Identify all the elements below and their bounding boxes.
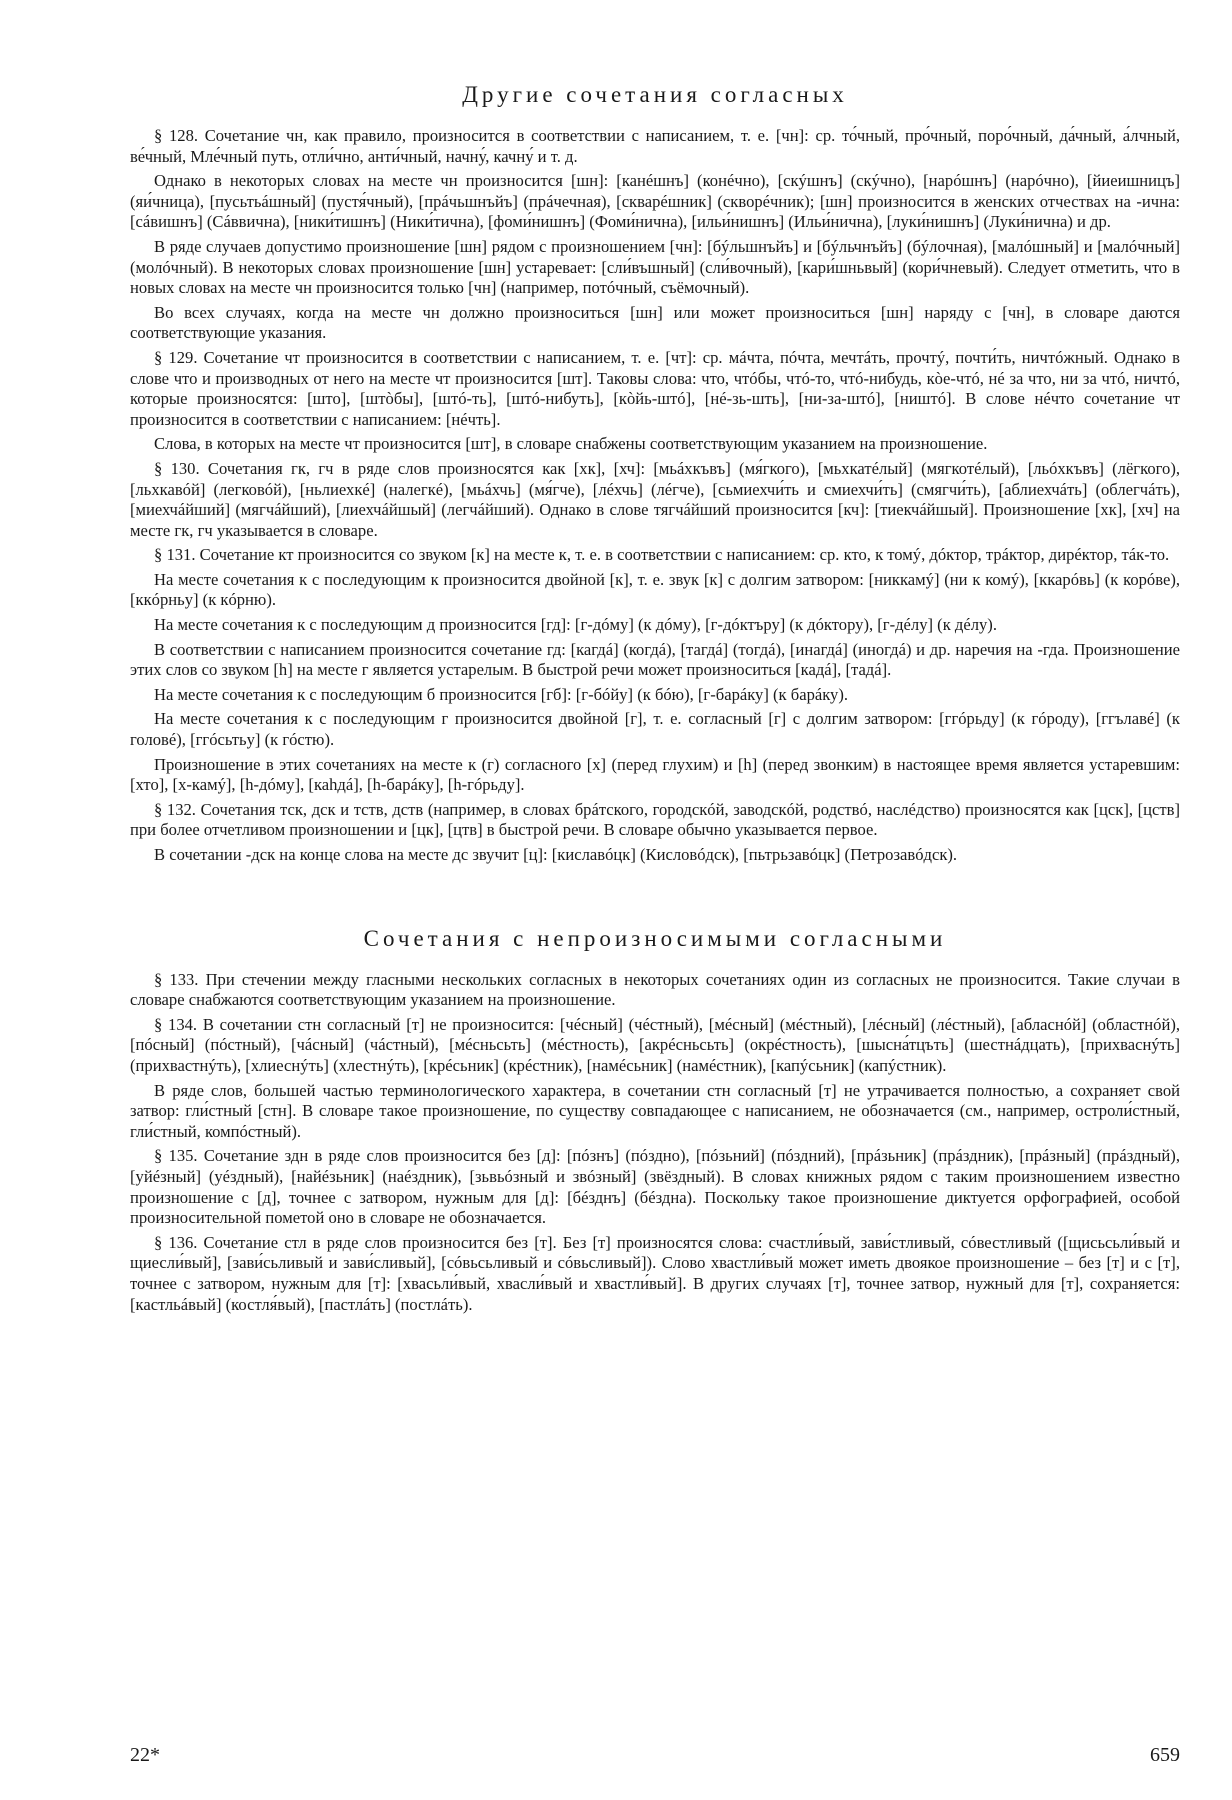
paragraph-132-dsk: В сочетании -дск на конце слова на месте дс звучит [ц]: [киславóцк] (Кисловóдск), [пьтрьзавóцк] (Петрозавóдск). xyxy=(154,845,958,864)
paragraph-131-kg: На месте сочетания к с последующим г произносится двойной [г], т. е. согласный [г] с долгим затвором: [ггóрьду] (к гóроду), [ггълавé] (к головé), [ггóсьтьу] (к гóстю). xyxy=(130,709,1180,750)
paragraph-133: § 133. При стечении между гласными нескольких согласных в некоторых сочетаниях один из согласных не произносится. Такие случаи в словаре снабжаются соответствующим указанием на произношение. xyxy=(130,969,1180,1010)
paragraph-128-variants: В ряде случаев допустимо произношение [шн] рядом с произношением [чн]: [бýльшнъйъ] и [бýльчнъйъ] (бýлочная), [малóшный] и [малóчный] (молóчный). В некоторых словах произношение [шн] устаревает: [сли́въшный] (сли́вочный), [кари́шньвый] (кори́чневый). Следует отметить, что в новых словах на месте чн произносится только [чн] (например, потóчный, съёмочный). xyxy=(130,236,1180,298)
section1-body xyxy=(130,126,1180,866)
paragraph-132: § 132. Сочетания тск, дск и тств, дств (например, в словах брáтского, городскóй, заводскóй, родствó, наслéдство) произносятся как [цск], [цств] при более отчетливом произношении и [цк], [цтв] в быстрой речи. В словаре обычно указывается первое. xyxy=(130,799,1180,840)
paragraph-129: § 129. Сочетание чт произносится в соответствии с написанием, т. е. [чт]: ср. мáчта, пóчта, мечтáть, прочтý, почти́ть, ничтóжный. Однако в слове что и производных от него на месте чт произносится [шт]. Таковы слова: что, чтóбы, чтó-то, чтó-нибудь, кòе-чтó, нé за что, ни за чтó, ничтó, которые произносятся: [што], [штòбы], [штó-ть], [штó-нибуть], [кòйь-штó], [нé-зь-шть], [ни-за-штó], [ништó]. В слове нéчто сочетание чт произносится в соответствии с написанием: [нéчть]. xyxy=(130,347,1180,429)
paragraph-131-gd: В соответствии с написанием произносится сочетание гд: [кагдá] (когдá), [тагдá] (тогдá), [инагдá] (инoгдá) и др. наречия на -гда. Произношение этих слов со звуком [h] на месте г является устарелым. В быстрой речи может произноситься [кадá], [тадá]. xyxy=(130,639,1180,680)
section2-body xyxy=(130,970,1180,1316)
page xyxy=(130,82,1180,1319)
paragraph-134: § 134. В сочетании стн согласный [т] не произносится: [чéсный] (чéстный), [мéсный] (мéстный), [лéсный] (лéстный), [абласнóй] (областнóй), [пóсный] (пóстный), [чáсный] (чáстный), [мéсньсьть] (мéстность), [акрéсньсьть] (окрéстность), [шысна́тцъть] (шестнáдцать), [прихваснýть] (прихвастнýть), [хлиеснýть] (хлестнýть), [крéсьник] (крéстник), [намéсьник] (намéстник), [капýсьник] (капýстник). xyxy=(130,1014,1180,1075)
paragraph-131-obsolete: Произношение в этих сочетаниях на месте к (г) согласного [х] (перед глухим) и [h] (перед звонким) в настоящее время является устаревшим: [хто], [х-камý], [h-дóму], [каhдá], [h-барáку], [h-гóрьду]. xyxy=(130,754,1180,795)
paragraph-131-kd: На месте сочетания к с последующим д произносится [гд]: [г-дóму] (к дóму), [г-дóктъру] (к дóктору), [г-дéлу] (к дéлу). xyxy=(154,615,997,635)
page-number: 659 xyxy=(1150,1744,1180,1766)
paragraph-128-note: Во всех случаях, когда на месте чн должно произноситься [шн] или может произноситься [шн] наряду с [чн], в словаре даются соответствующие указания. xyxy=(130,302,1180,343)
paragraph-134-note: В ряде слов, большей частью терминологического характера, в сочетании стн согласный [т] не утрачивается полностью, а сохраняет свой затвор: гли́стный [стн]. В словаре такое произношение, по существу совпадающее с написанием, не обозначается (см., например, остроли́стный, гли́стный, компóстный). xyxy=(130,1080,1180,1141)
paragraph-129-note: Слова, в которых на месте чт произносится [шт], в словаре снабжены соответствующим указанием на произношение. xyxy=(154,434,988,454)
section-heading-consonant-combinations: Другие сочетания согласных xyxy=(462,82,848,107)
paragraph-131: § 131. Сочетание кт произносится со звуком [к] на месте к, т. е. в соответствии с написанием: ср. кто, к томý, дóктор, трáктор, дирéктор, тáк-то. xyxy=(154,545,1170,565)
paragraph-130: § 130. Сочетания гк, гч в ряде слов произносятся как [хк], [хч]: [мьáхкъвъ] (мя́гкого), [мьхкатéлый] (мягкотéлый), [льóхкъвъ] (лёгкого), [льхкавóй] (легковóй), [ньлиехкé] (налегкé), [мьáхчь] (мя́гче), [лéхчь] (лéгче), [сьмиехчи́ть и смиехчи́ть] (смягчи́ть), [аблиехчáть] (облегчáть), [миехчáйший] (мягчáйший), [лиехчáйшый] (легчáйший). Однако в слове тягчáйший произносится [кч]: [тиекчáйшый]. Произношение [хк], [хч] на месте гк, гч указывается в словаре. xyxy=(130,458,1180,540)
paragraph-131-kk: На месте сочетания к с последующим к произносится двойной [к], т. е. звук [к] с долгим затвором: [никкамý] (ни к комý), [ккарóвь] (к корóве), [ккóрньу] (к кóрню). xyxy=(130,569,1180,610)
paragraph-131-kb: На месте сочетания к с последующим б произносится [гб]: [г-бóйу] (к бóю), [г-барáку] (к барáку). xyxy=(154,684,849,704)
paragraph-128-shn: Однако в некоторых словах на месте чн произносится [шн]: [канéшнъ] (конéчно), [скýшнъ] (скýчно), [нарóшнъ] (нарóчно), [йиеишницъ] (яи́чница), [пусьтьáшный] (пустя́чный), [прáчьшнъйъ] (прáчечная), [скварéшник] (скворéчник); [шн] произносится в женских отчествах на -ична: [сáвишнъ] (Сáввична), [ники́тишнъ] (Ники́тична), [фоми́нишнъ] (Фоми́нична), [ильи́нишнъ] (Ильи́нична), [луки́нишнъ] (Луки́нична) и др. xyxy=(130,171,1180,232)
paragraph-136: § 136. Сочетание стл в ряде слов произносится без [т]. Без [т] произносятся слова: счастли́вый, зави́стливый, сóвестливый ([щисьсьли́вый и щиесли́вый], [зави́сьливый и зави́сливый], [сóвьсьливый и сóвьсливый]). Слово хвастли́вый может иметь двоякое произношение – без [т] и с [т], точнее с затвором, нужным для [т]: [хвасьли́вый, хвасли́вый и хвастли́вый]. В других случаях [т], точнее затвор, нужный для [т], сохраняется: [кастльáвый] (костля́вый), [пастлáть] (постлáть). xyxy=(130,1232,1180,1314)
paragraph-135: § 135. Сочетание здн в ряде слов произносится без [д]: [пóзнъ] (пóздно), [пóзьний] (пóздний), [прáзьник] (прáздник), [прáзный] (прáздный), [уйéзный] (уéздный), [найéзьник] (наéздник), [зьвьóзный и звóзный] (звёздный). В словах книжных рядом с таким произношением известно произношение с [д], точнее с затвором, нужным для [д]: [бéзднъ] (бéздна). Поскольку такое произношение диктуется орфографией, особой произносительной пометой оно в словаре не обозначается. xyxy=(130,1146,1180,1228)
paragraph-128: § 128. Сочетание чн, как правило, произносится в соответствии с написанием, т. е. [чн]: ср. то́чный, про́чный, поро́чный, да́чный, а́лчный, ве́чный, Мле́чный путь, отли́чно, анти́чный, начну́, качну́ и т. д. xyxy=(130,126,1180,166)
signature-mark: 22* xyxy=(130,1744,160,1766)
section-heading-silent-consonants: Сочетания с непроизносимыми согласными xyxy=(363,925,947,951)
